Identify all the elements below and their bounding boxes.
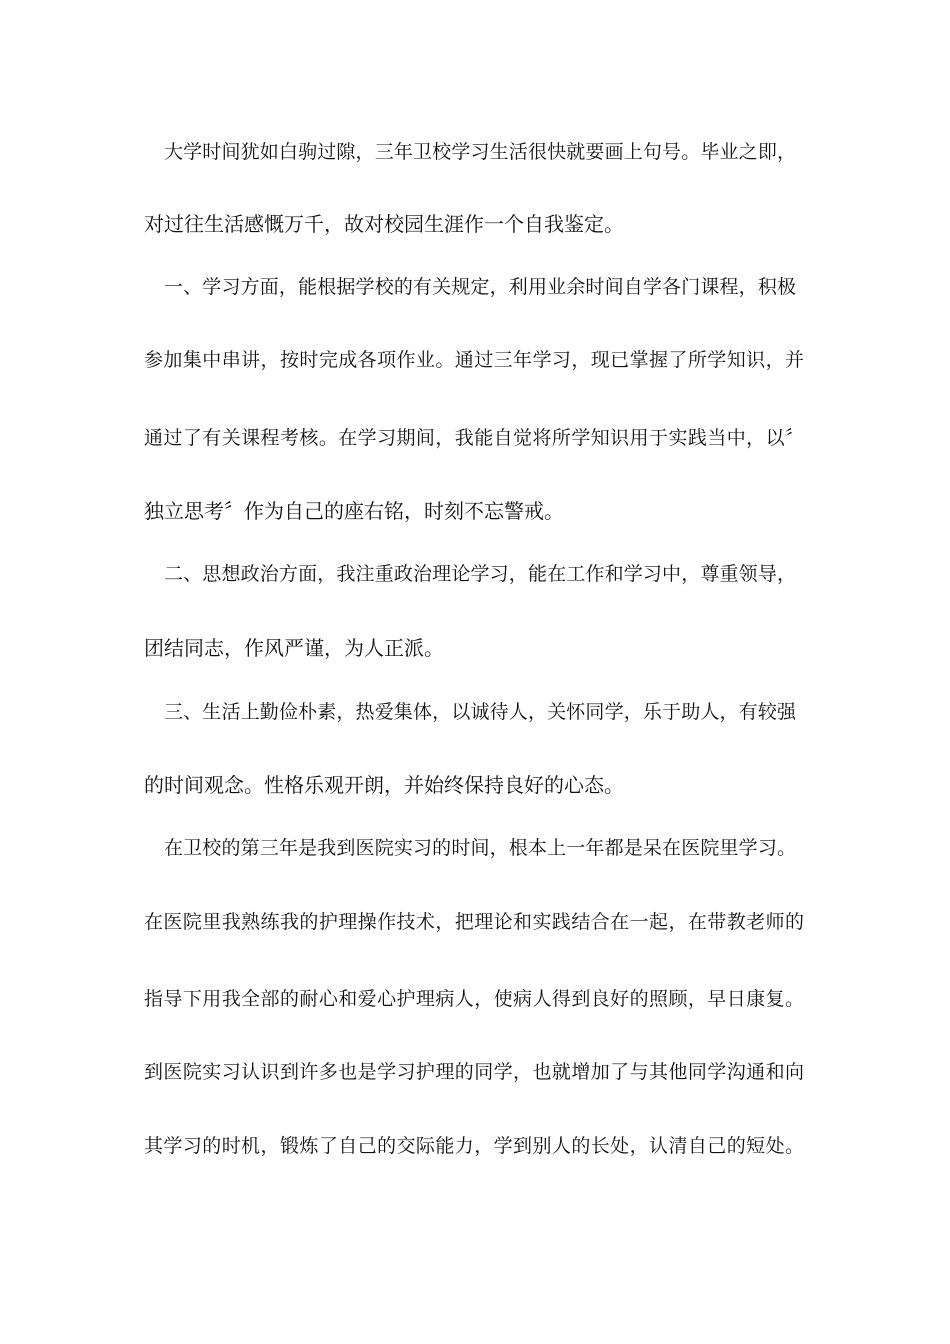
text-line-3: 一、学习方面，能根据学校的有关规定，利用业余时间自学各门课程，积极 bbox=[164, 276, 796, 298]
text-line-9: 三、生活上勤俭朴素，热爱集体，以诚待人，关怀同学，乐于助人，有较强 bbox=[164, 701, 796, 723]
text-line-1: 大学时间犹如白驹过隙，三年卫校学习生活很快就要画上句号。毕业之即， bbox=[164, 141, 796, 163]
text-line-8: 团结同志，作风严谨，为人正派。 bbox=[144, 636, 444, 660]
text-line-11: 在卫校的第三年是我到医院实习的时间，根本上一年都是呆在医院里学习。 bbox=[164, 837, 796, 859]
text-line-13: 指导下用我全部的耐心和爱心护理病人，使病人得到良好的照顾，早日康复。 bbox=[144, 988, 804, 1010]
text-line-6: 独立思考〞作为自己的座右铭，时刻不忘警戒。 bbox=[144, 499, 564, 523]
text-line-10: 的时间观念。性格乐观开朗，并始终保持良好的心态。 bbox=[144, 773, 624, 797]
text-line-14: 到医院实习认识到许多也是学习护理的同学，也就增加了与其他同学沟通和向 bbox=[144, 1061, 804, 1083]
text-line-4: 参加集中串讲，按时完成各项作业。通过三年学习，现已掌握了所学知识，并 bbox=[144, 349, 804, 371]
text-line-2: 对过往生活感慨万千，故对校园生涯作一个自我鉴定。 bbox=[144, 212, 624, 236]
text-line-5: 通过了有关课程考核。在学习期间，我能自觉将所学知识用于实践当中，以〞 bbox=[144, 427, 804, 449]
text-line-7: 二、思想政治方面，我注重政治理论学习，能在工作和学习中，尊重领导， bbox=[164, 563, 796, 585]
text-line-15: 其学习的时机，锻炼了自己的交际能力，学到别人的长处，认清自己的短处。 bbox=[144, 1135, 804, 1157]
text-line-12: 在医院里我熟练我的护理操作技术，把理论和实践结合在一起，在带教老师的 bbox=[144, 911, 804, 933]
